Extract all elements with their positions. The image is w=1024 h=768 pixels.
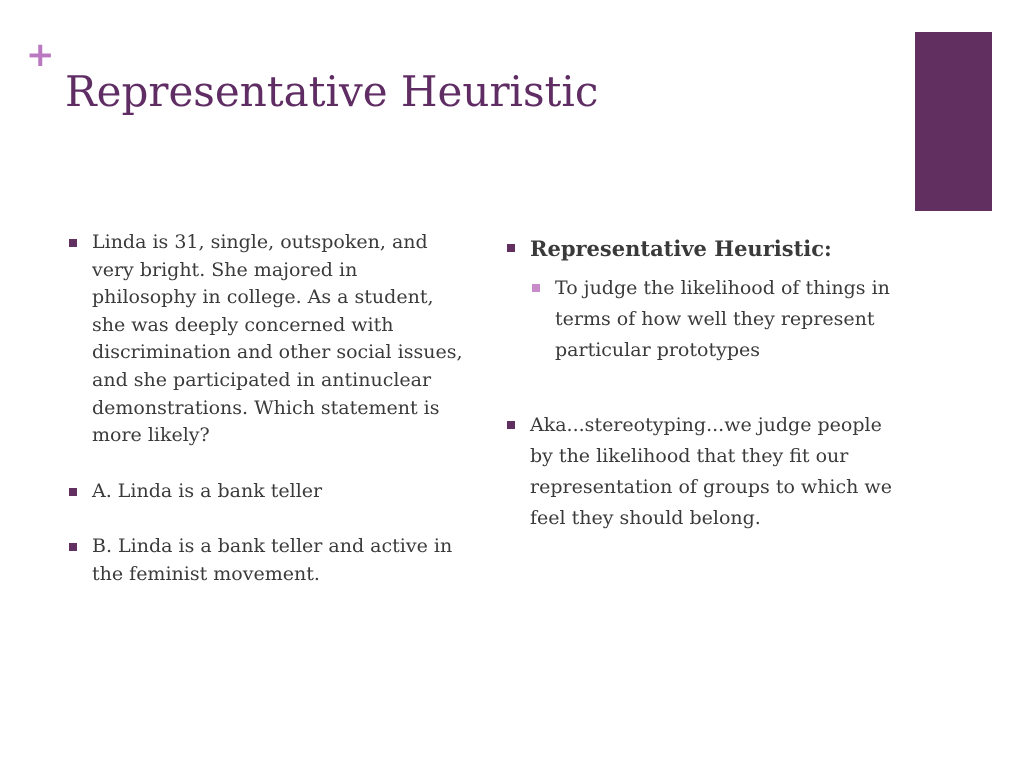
bullet-item-option-a bbox=[66, 478, 466, 506]
square-bullet-icon bbox=[507, 244, 515, 252]
square-sub-bullet-icon bbox=[532, 284, 540, 292]
accent-bar bbox=[915, 32, 992, 211]
plus-icon: + bbox=[26, 35, 55, 75]
square-bullet-icon bbox=[69, 488, 77, 496]
slide-title: Representative Heuristic bbox=[65, 67, 599, 116]
bullet-item-aka bbox=[503, 410, 903, 534]
bullet-text: B. Linda is a bank teller and active in the feminist movement. bbox=[92, 535, 453, 585]
left-column bbox=[66, 229, 466, 589]
bullet-item-heading bbox=[503, 232, 903, 265]
bullet-text: A. Linda is a bank teller bbox=[92, 479, 323, 502]
square-bullet-icon bbox=[507, 421, 515, 429]
right-column bbox=[503, 232, 903, 534]
square-bullet-icon bbox=[69, 543, 77, 551]
bullet-item-scenario bbox=[66, 229, 466, 450]
square-bullet-icon bbox=[69, 239, 77, 247]
bullet-text: Aka...stereotyping...we judge people by the likelihood that they fit our representation of groups to which we feel they should belong. bbox=[530, 414, 892, 529]
heading-text: Representative Heuristic: bbox=[530, 236, 832, 261]
sub-bullet-definition bbox=[530, 273, 903, 366]
bullet-text: Linda is 31, single, outspoken, and very bright. She majored in philosophy in college. As a student, she was deeply concerned with discrimination and other social issues, and she participated in antinuclear demonstrations. Which statement is more likely? bbox=[92, 231, 463, 447]
sub-bullet-text: To judge the likelihood of things in terms of how well they represent particular prototypes bbox=[555, 277, 890, 361]
bullet-item-option-b bbox=[66, 533, 466, 588]
